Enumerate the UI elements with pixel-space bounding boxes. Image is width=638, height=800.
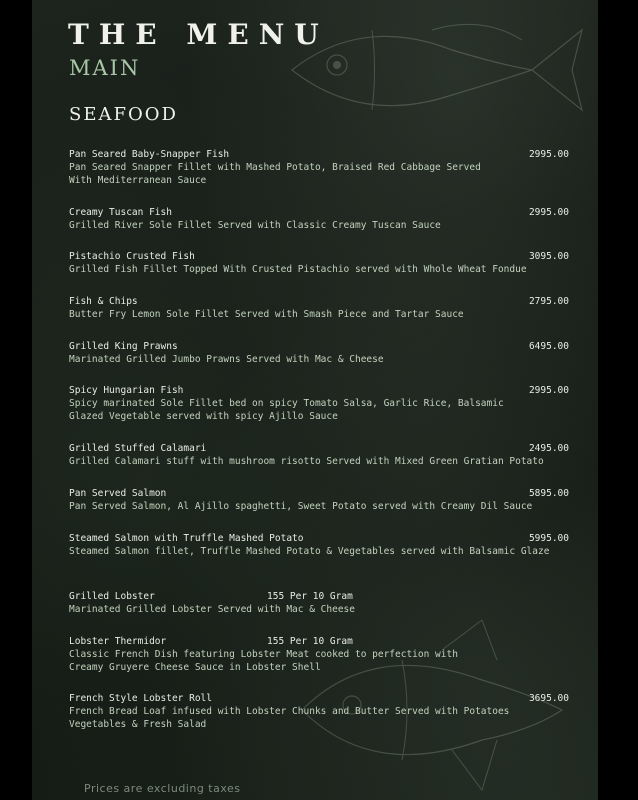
item-price: 5895.00	[528, 488, 569, 499]
menu-item	[69, 340, 569, 366]
menu-page	[32, 0, 598, 800]
item-description: Butter Fry Lemon Sole Fillet Served with Smash Piece and Tartar Sauce	[69, 309, 464, 320]
item-weight-price: 155 Per 10 Gram	[267, 636, 353, 647]
tax-note: Prices are excluding taxes	[84, 782, 241, 795]
item-price: 2495.00	[528, 443, 569, 454]
item-price: 5995.00	[528, 533, 569, 544]
item-description: French Bread Loaf infused with Lobster Chunks and Butter Served with Potatoes	[69, 706, 510, 717]
menu-item	[69, 635, 569, 674]
item-name: Spicy Hungarian Fish	[69, 385, 184, 396]
item-description: Vegetables & Fresh Salad	[69, 719, 207, 730]
menu-item	[69, 487, 569, 513]
item-price: 6495.00	[528, 341, 569, 352]
menu-item	[69, 590, 569, 616]
section-heading: SEAFOOD	[69, 104, 178, 125]
menu-item	[69, 250, 569, 276]
item-name: Pistachio Crusted Fish	[69, 251, 195, 262]
item-name: Fish & Chips	[69, 296, 138, 307]
item-description: Marinated Grilled Lobster Served with Mac & Cheese	[69, 604, 355, 615]
item-description: Classic French Dish featuring Lobster Meat cooked to perfection with	[69, 649, 458, 660]
item-description: Creamy Gruyere Cheese Sauce in Lobster Shell	[69, 662, 321, 673]
item-price: 2995.00	[528, 207, 569, 218]
item-name: Lobster Thermidor	[69, 636, 167, 647]
menu-item	[69, 148, 569, 187]
menu-item	[69, 692, 569, 731]
page-title: THE MENU	[68, 18, 329, 51]
item-description: Grilled Calamari stuff with mushroom risotto Served with Mixed Green Gratian Potato	[69, 456, 544, 467]
menu-item	[69, 384, 569, 423]
item-price: 2995.00	[528, 149, 569, 160]
item-description: Pan Seared Snapper Fillet with Mashed Potato, Braised Red Cabbage Served	[69, 162, 481, 173]
item-weight-price: 155 Per 10 Gram	[267, 591, 353, 602]
item-name: Grilled Stuffed Calamari	[69, 443, 207, 454]
item-price: 2995.00	[528, 385, 569, 396]
item-description: Spicy marinated Sole Fillet bed on spicy Tomato Salsa, Garlic Rice, Balsamic	[69, 398, 504, 409]
item-name: Creamy Tuscan Fish	[69, 207, 172, 218]
menu-item	[69, 442, 569, 468]
item-description: Grilled River Sole Fillet Served with Classic Creamy Tuscan Sauce	[69, 220, 441, 231]
item-price: 3695.00	[528, 693, 569, 704]
item-name: Steamed Salmon with Truffle Mashed Potato	[69, 533, 304, 544]
menu-item	[69, 206, 569, 232]
menu-item	[69, 532, 569, 558]
item-description: Glazed Vegetable served with spicy Ajillo Sauce	[69, 411, 338, 422]
menu-item	[69, 295, 569, 321]
item-name: French Style Lobster Roll	[69, 693, 212, 704]
item-price: 2795.00	[528, 296, 569, 307]
item-description: Pan Served Salmon, Al Ajillo spaghetti, Sweet Potato served with Creamy Dil Sauce	[69, 501, 533, 512]
item-description: Marinated Grilled Jumbo Prawns Served with Mac & Cheese	[69, 354, 384, 365]
item-name: Grilled King Prawns	[69, 341, 178, 352]
item-name: Pan Served Salmon	[69, 488, 167, 499]
item-description: With Mediterranean Sauce	[69, 175, 207, 186]
item-description: Steamed Salmon fillet, Truffle Mashed Potato & Vegetables served with Balsamic Glaze	[69, 546, 550, 557]
item-description: Grilled Fish Fillet Topped With Crusted Pistachio served with Whole Wheat Fondue	[69, 264, 527, 275]
item-name: Pan Seared Baby-Snapper Fish	[69, 149, 230, 160]
item-price: 3095.00	[528, 251, 569, 262]
page-subtitle: MAIN	[69, 56, 141, 80]
item-name: Grilled Lobster	[69, 591, 155, 602]
